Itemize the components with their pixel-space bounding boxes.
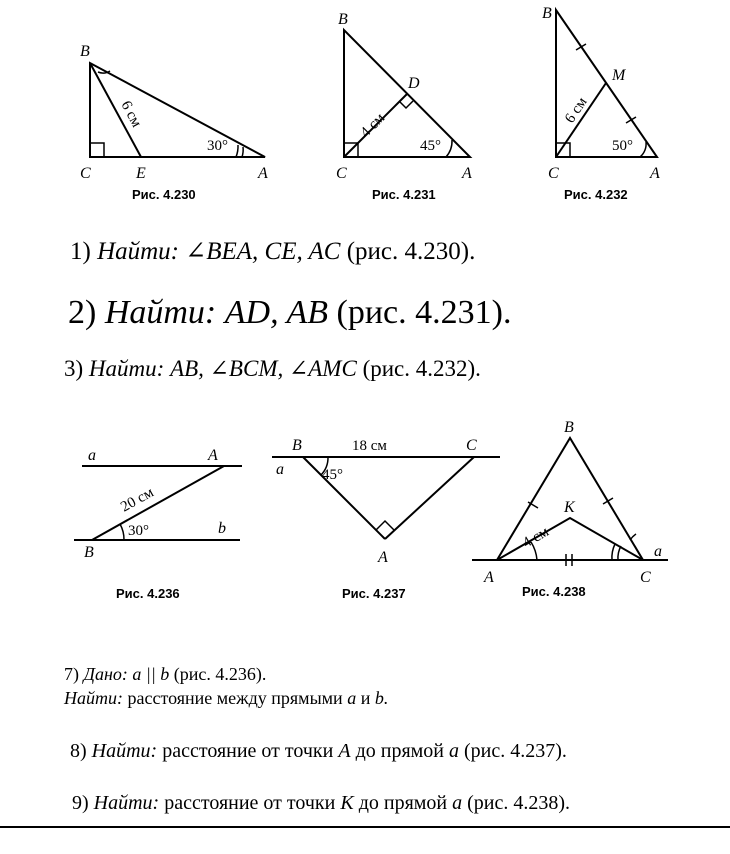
- task-number: 3): [64, 356, 84, 381]
- angle-arc-b: [120, 524, 124, 540]
- segment-ab: [92, 466, 224, 540]
- point-label-b: B: [80, 43, 90, 60]
- angle-arc-c-3: [630, 534, 636, 540]
- point-label-b: B: [542, 5, 552, 22]
- segment-ba: [303, 457, 385, 539]
- point-label-a: A: [484, 569, 494, 586]
- find-keyword: Найти:: [91, 740, 158, 762]
- task-items: AD, AB: [224, 294, 329, 331]
- angle-label-b: 30°: [128, 523, 149, 539]
- find-keyword: Найти:: [88, 356, 165, 381]
- figure-reference: (рис. 4.236).: [173, 664, 267, 684]
- find-keyword: Найти:: [104, 294, 217, 331]
- task-7-find-line: [64, 686, 388, 710]
- angle-label-a: 45°: [420, 138, 441, 154]
- angle-label-b: 45°: [322, 467, 343, 483]
- point-name: K: [340, 792, 354, 814]
- segment-ac: [385, 457, 474, 539]
- point-label-b: B: [564, 419, 574, 436]
- find-text-1: расстояние от точки: [162, 740, 334, 762]
- length-label-cm: 6 см: [562, 94, 591, 127]
- task-1: [70, 236, 475, 266]
- var-b: b.: [374, 688, 389, 708]
- figure-reference: (рис. 4.238).: [467, 792, 571, 814]
- find-keyword: Найти:: [64, 688, 123, 708]
- line-label-a: a: [654, 543, 662, 560]
- caption-4-232: Рис. 4.232: [564, 187, 628, 202]
- point-label-m: M: [612, 67, 626, 84]
- find-text: расстояние между прямыми: [127, 688, 343, 708]
- task-9: [72, 792, 570, 815]
- angle-arc-a1: [236, 145, 238, 157]
- line-label-a: a: [276, 461, 284, 478]
- point-label-c: C: [548, 165, 559, 182]
- right-angle-mark-a: [376, 521, 394, 530]
- figure-4-237: [272, 457, 500, 539]
- figure-4-231: [344, 30, 470, 157]
- line-name: a: [449, 740, 459, 762]
- point-label-d: D: [408, 75, 420, 92]
- point-label-a: A: [378, 549, 388, 566]
- caption-4-237: Рис. 4.237: [342, 586, 406, 601]
- length-label-ak: 4 см: [520, 523, 552, 552]
- task-3: [64, 356, 481, 382]
- line-name: a: [452, 792, 463, 814]
- angle-label-a: 50°: [612, 138, 633, 154]
- task-8: [70, 740, 567, 763]
- length-label-ab: 20 см: [118, 484, 157, 516]
- find-keyword: Найти:: [97, 238, 180, 265]
- caption-4-238: Рис. 4.238: [522, 584, 586, 599]
- figure-reference: (рис. 4.231).: [336, 294, 512, 331]
- point-label-k: K: [564, 499, 575, 516]
- angle-arc-a2: [242, 147, 243, 157]
- right-angle-mark-d: [399, 101, 413, 108]
- find-text-2: до прямой: [358, 792, 448, 814]
- task-number: 1): [70, 238, 91, 265]
- task-items: AB, ∠BCM, ∠AMC: [170, 356, 357, 381]
- find-keyword: Найти:: [93, 792, 160, 814]
- line-label-a: a: [88, 447, 96, 464]
- figure-4-232: [556, 10, 657, 157]
- point-label-c: C: [80, 165, 91, 182]
- figure-reference: (рис. 4.237).: [464, 740, 567, 762]
- point-label-e: E: [136, 165, 146, 182]
- point-label-b: B: [292, 437, 302, 454]
- point-name: A: [338, 740, 351, 762]
- task-number: 2): [68, 294, 97, 331]
- task-number: 9): [72, 792, 89, 814]
- median-cm: [556, 83, 606, 157]
- length-label-cd: 4 см: [357, 110, 389, 141]
- point-label-b: B: [338, 11, 348, 28]
- figure-reference: (рис. 4.230).: [346, 238, 476, 265]
- caption-4-230: Рис. 4.230: [132, 187, 196, 202]
- point-label-a: A: [462, 165, 472, 182]
- find-text-2: до прямой: [355, 740, 444, 762]
- angle-arc-c-2: [612, 544, 615, 560]
- given-keyword: Дано:: [83, 664, 128, 684]
- figure-4-236: [74, 466, 242, 540]
- length-label-bc: 18 см: [352, 438, 387, 454]
- task-2: [68, 294, 511, 332]
- conjunction: и: [360, 688, 371, 708]
- task-items: ∠BEA, CE, AC: [185, 238, 341, 265]
- angle-arc-a: [640, 142, 646, 157]
- var-a: a: [347, 688, 357, 708]
- find-text-1: расстояние от точки: [164, 792, 336, 814]
- point-label-a: A: [208, 447, 218, 464]
- point-label-b: B: [84, 544, 94, 561]
- point-label-c: C: [640, 569, 651, 586]
- point-label-a: A: [258, 165, 268, 182]
- figure-4-230: [90, 63, 265, 157]
- figure-reference: (рис. 4.232).: [362, 356, 481, 381]
- task-number: 8): [70, 740, 87, 762]
- length-label-be: 6 см: [117, 98, 145, 131]
- bottom-rule: [0, 826, 730, 828]
- caption-4-236: Рис. 4.236: [116, 586, 180, 601]
- angle-label-a: 30°: [207, 138, 228, 154]
- line-label-b: b: [218, 520, 226, 537]
- right-angle-mark-c: [90, 143, 104, 157]
- task-number: 7): [64, 664, 79, 684]
- given-condition: a || b: [132, 664, 170, 684]
- task-7-given-line: [64, 662, 388, 686]
- angle-arc-a: [446, 140, 452, 157]
- angle-arc-c-1: [618, 546, 621, 560]
- point-label-c: C: [466, 437, 477, 454]
- task-7: [64, 662, 388, 710]
- caption-4-231: Рис. 4.231: [372, 187, 436, 202]
- point-label-a: A: [650, 165, 660, 182]
- point-label-c: C: [336, 165, 347, 182]
